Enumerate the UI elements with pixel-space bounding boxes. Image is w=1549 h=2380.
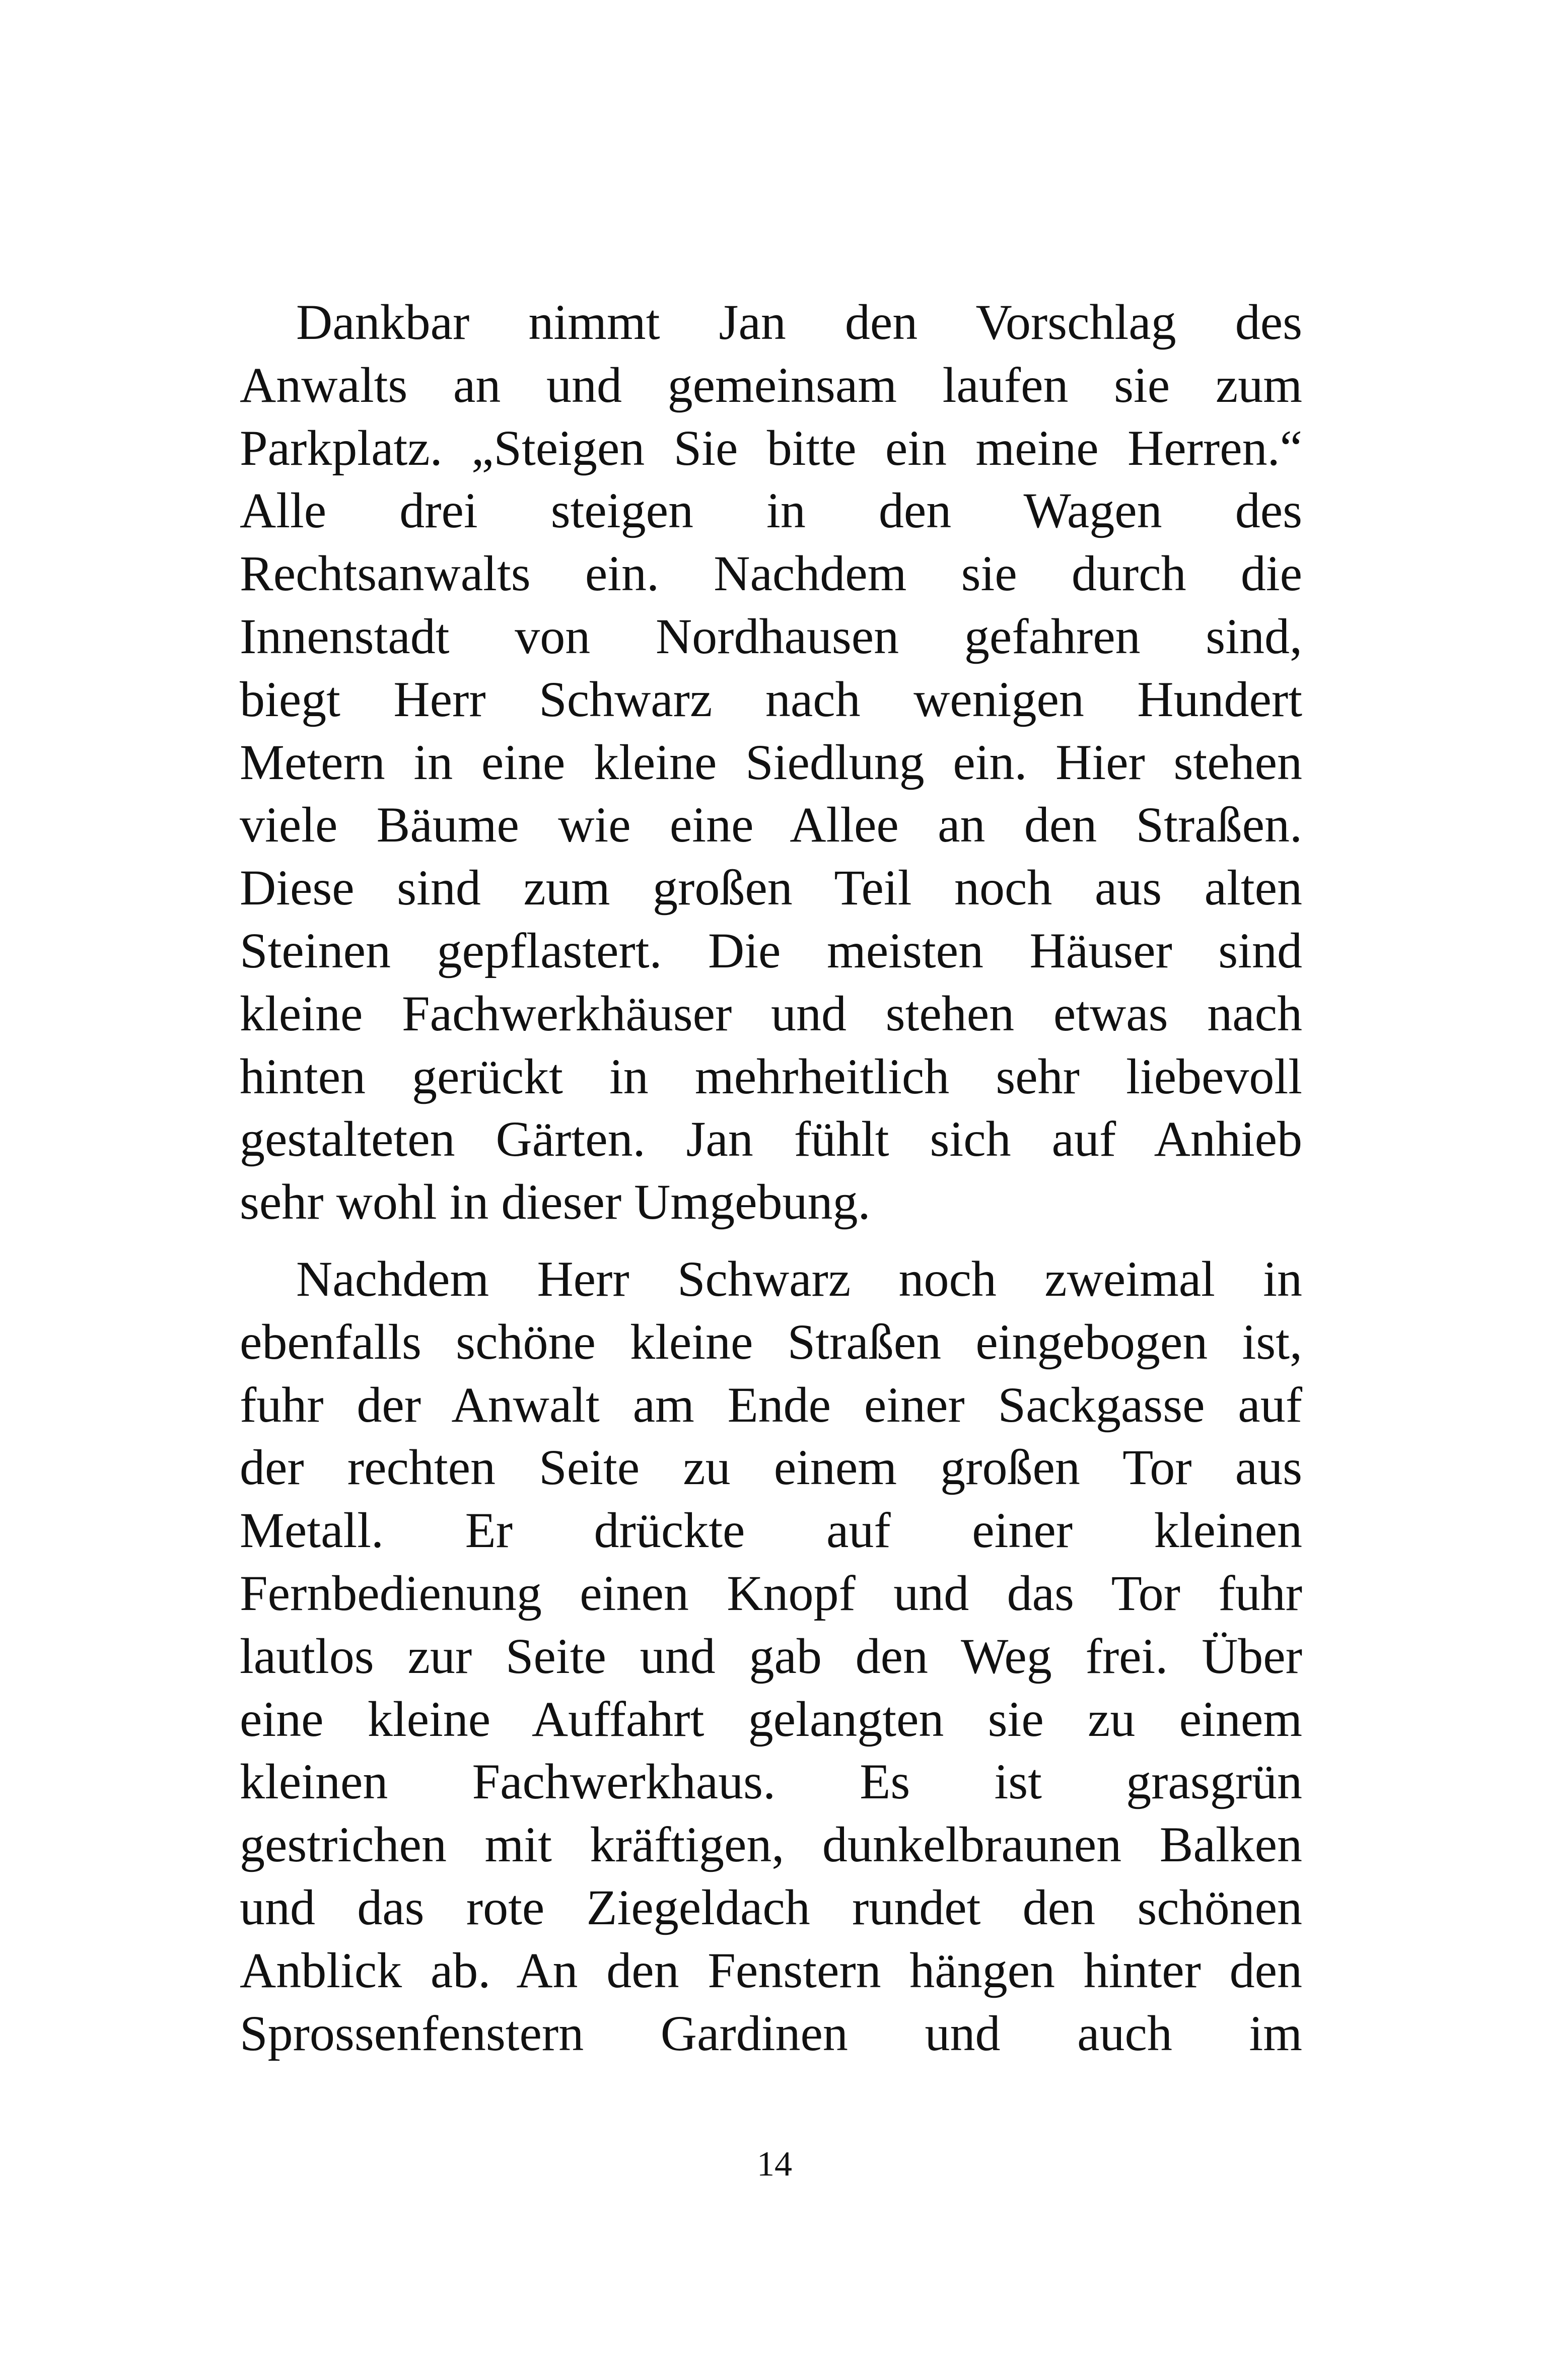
text-line: der rechten Seite zu einem großen Tor aus [240,1439,1302,1496]
text-line: Dankbar nimmt Jan den Vorschlag des [296,294,1302,350]
text-line: Diese sind zum großen Teil noch aus alten [240,860,1302,916]
text-line: Parkplatz. „Steigen Sie bitte ein meine Herren.“ [240,419,1302,476]
text-line: Metall. Er drückte auf einer kleinen [240,1502,1302,1559]
text-line: Sprossenfenstern Gardinen und auch im [240,2005,1302,2061]
text-line: Metern in eine kleine Siedlung ein. Hier stehen [240,734,1302,790]
text-line: kleine Fachwerkhäuser und stehen etwas nach [240,985,1302,1041]
paragraph [240,291,1302,1234]
text-line: Innenstadt von Nordhausen gefahren sind, [240,608,1302,664]
text-line: Anwalts an und gemeinsam laufen sie zum [240,357,1302,413]
text-line: fuhr der Anwalt am Ende einer Sackgasse auf [240,1376,1302,1433]
body-text [240,291,1302,2065]
text-line: Nachdem Herr Schwarz noch zweimal in [296,1250,1302,1307]
text-line: eine kleine Auffahrt gelangten sie zu einem [240,1691,1302,1747]
paragraph-spacer [240,1234,1302,1248]
text-line: Fernbedienung einen Knopf und das Tor fuhr [240,1565,1302,1621]
page-number: 14 [757,2145,792,2184]
text-line: viele Bäume wie eine Allee an den Straßen. [240,797,1302,853]
text-line: Alle drei steigen in den Wagen des [240,482,1302,539]
text-line: lautlos zur Seite und gab den Weg frei. Über [240,1628,1302,1684]
text-line: gestrichen mit kräftigen, dunkelbraunen Balken [240,1816,1302,1873]
text-line: Steinen gepflastert. Die meisten Häuser sind [240,922,1302,978]
text-line: kleinen Fachwerkhaus. Es ist grasgrün [240,1754,1302,1810]
text-line: Rechtsanwalts ein. Nachdem sie durch die [240,545,1302,602]
text-line: ebenfalls schöne kleine Straßen eingebogen ist, [240,1313,1302,1370]
text-line: sehr wohl in dieser Umgebung. [240,1174,871,1230]
text-line: Anblick ab. An den Fenstern hängen hinter den [240,1942,1302,1998]
text-line: hinten gerückt in mehrheitlich sehr liebevoll [240,1048,1302,1104]
text-line: und das rote Ziegeldach rundet den schönen [240,1879,1302,1935]
text-line: gestalteten Gärten. Jan fühlt sich auf Anhieb [240,1111,1302,1167]
text-line: biegt Herr Schwarz nach wenigen Hundert [240,671,1302,727]
paragraph [240,1248,1302,2065]
